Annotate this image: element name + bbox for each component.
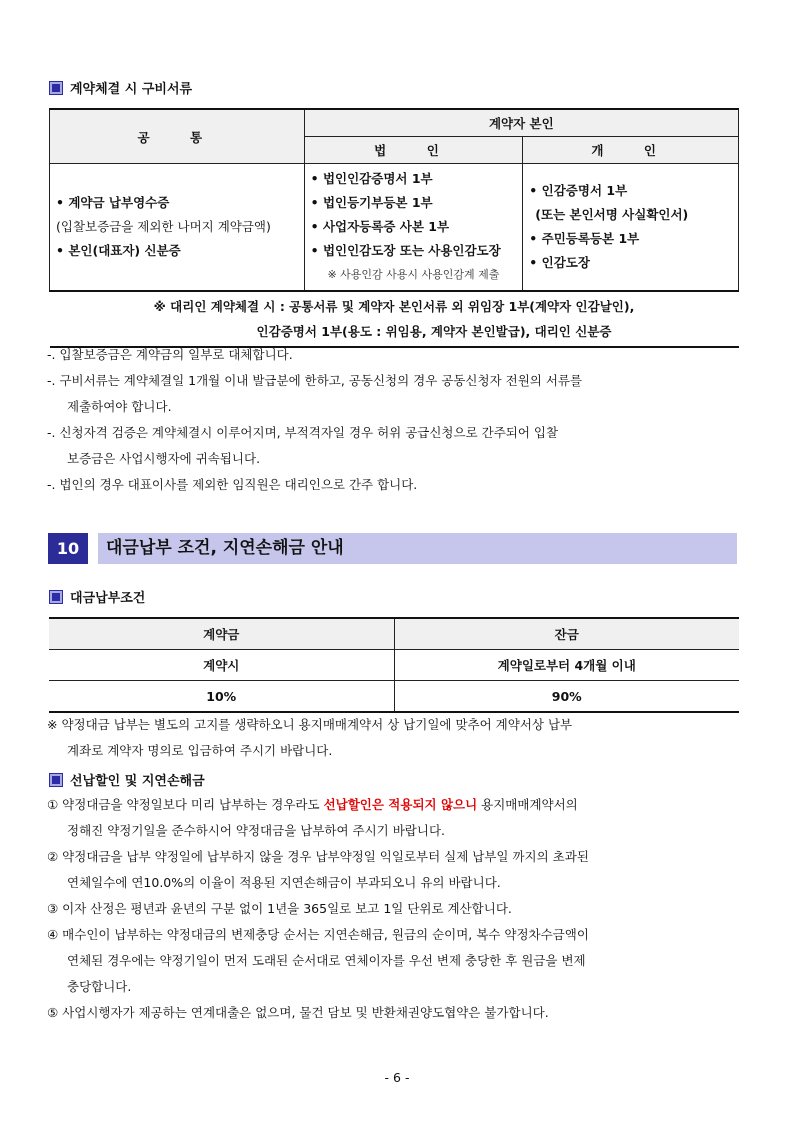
square-bullet-icon — [50, 82, 62, 94]
section-number: 10 — [48, 533, 88, 564]
note-line: 제출하여야 합니다. — [67, 399, 172, 414]
indiv-item: • 주민등록등본 1부 — [529, 231, 640, 246]
section-title: 대금납부 조건, 지연손해금 안내 — [98, 533, 737, 564]
proxy-note-cell — [50, 291, 739, 347]
payment-cell: 계약시 — [49, 650, 394, 681]
payment-conditions-heading: 대금납부조건 — [50, 587, 145, 606]
section-10-header — [48, 533, 737, 564]
common-items-cell — [50, 164, 305, 292]
payment-cell: 계약일로부터 4개월 이내 — [394, 650, 739, 681]
document-notes — [47, 342, 747, 498]
proxy-note-line: ※ 대리인 계약체결 시 : 공통서류 및 계약자 본인서류 외 위임장 1부(계약자 인감날인), — [153, 299, 635, 314]
note-line: -. 구비서류는 계약체결일 1개월 이내 발급분에 한하고, 공동신청의 경우 공동신청자 전원의 서류를 — [47, 373, 583, 388]
required-documents-heading: 계약체결 시 구비서류 — [50, 78, 192, 97]
indiv-items-cell — [523, 164, 739, 292]
discount-item-1: ① 약정대금을 약정일보다 미리 납부하는 경우라도 선납할인은 적용되지 않으니 용지매매계약서의 — [47, 797, 578, 812]
discount-item-4-cont: 충당합니다. — [67, 979, 132, 994]
proxy-note-line: 인감증명서 1부(용도 : 위임용, 계약자 본인발급), 대리인 신분증 — [256, 324, 612, 339]
common-header: 공 통 — [50, 109, 305, 164]
corp-item: • 법인인감증명서 1부 — [310, 171, 433, 186]
note-line: ※ 약정대금 납부는 별도의 고지를 생략하오니 용지매매계약서 상 납기일에 맞추어 계약서상 납부 — [47, 717, 573, 732]
square-bullet-icon — [50, 774, 62, 786]
no-discount-emphasis: 선납할인은 적용되지 않으니 — [323, 797, 478, 812]
note-line: 보증금은 사업시행자에 귀속됩니다. — [67, 451, 261, 466]
discount-item-1-cont: 정해진 약정기일을 준수하시어 약정대금을 납부하여 주시기 바랍니다. — [67, 823, 445, 838]
common-item: • 본인(대표자) 신분증 — [56, 243, 181, 258]
note-line: -. 법인의 경우 대표이사를 제외한 임직원은 대리인으로 간주 합니다. — [47, 477, 418, 492]
corp-items-cell — [304, 164, 523, 292]
discount-item-5: ⑤ 사업시행자가 제공하는 연계대출은 없으며, 물건 담보 및 반환채권양도협약은 불가합니다. — [47, 1005, 549, 1020]
payment-cell: 10% — [49, 681, 394, 713]
payment-conditions-table — [49, 617, 739, 713]
discount-items — [47, 792, 747, 1026]
indiv-item: • 인감도장 — [529, 255, 590, 270]
note-line: -. 입찰보증금은 계약금의 일부로 대체합니다. — [47, 347, 293, 362]
required-documents-table — [49, 108, 739, 348]
payment-header-deposit: 계약금 — [49, 618, 394, 650]
corp-item: • 법인인감도장 또는 사용인감도장 — [310, 243, 501, 258]
common-item-note: (입찰보증금을 제외한 나머지 계약금액) — [56, 219, 271, 234]
discount-item-3: ③ 이자 산정은 평년과 윤년의 구분 없이 1년을 365일로 보고 1일 단위로 계산합니다. — [47, 901, 512, 916]
indiv-header: 개 인 — [523, 137, 739, 164]
note-line: 계좌로 계약자 명의로 입금하여 주시기 바랍니다. — [67, 743, 333, 758]
corp-header: 법 인 — [304, 137, 523, 164]
square-bullet-icon — [50, 591, 62, 603]
party-header: 계약자 본인 — [304, 109, 738, 137]
discount-item-2-cont: 연체일수에 연10.0%의 이율이 적용된 지연손해금이 부과되오니 유의 바랍니다. — [67, 875, 501, 890]
discount-item-4-cont: 연체된 경우에는 약정기일이 먼저 도래된 순서대로 연체이자를 우선 변제 충당한 후 원금을 변제 — [67, 953, 586, 968]
discount-heading: 선납할인 및 지연손해금 — [50, 770, 205, 789]
payment-note — [47, 712, 747, 764]
discount-item-4: ④ 매수인이 납부하는 약정대금의 변제충당 순서는 지연손해금, 원금의 순이며, 복수 약정차수금액이 — [47, 927, 589, 942]
corp-item: • 법인등기부등본 1부 — [310, 195, 433, 210]
page-number: - 6 - — [384, 1070, 410, 1085]
payment-cell: 90% — [394, 681, 739, 713]
corp-item: • 사업자등록증 사본 1부 — [310, 219, 450, 234]
indiv-item: • 인감증명서 1부 — [529, 183, 628, 198]
note-line: -. 신청자격 검증은 계약체결시 이루어지며, 부적격자일 경우 허위 공급신청으로 간주되어 입찰 — [47, 425, 559, 440]
discount-item-2: ② 약정대금을 납부 약정일에 납부하지 않을 경우 납부약정일 익일로부터 실제 납부일 까지의 초과된 — [47, 849, 589, 864]
indiv-item: (또는 본인서명 사실확인서) — [535, 207, 689, 222]
payment-header-balance: 잔금 — [394, 618, 739, 650]
corp-note: ※ 사용인감 사용시 사용인감계 제출 — [327, 268, 500, 281]
common-item: • 계약금 납부영수증 — [56, 195, 170, 210]
